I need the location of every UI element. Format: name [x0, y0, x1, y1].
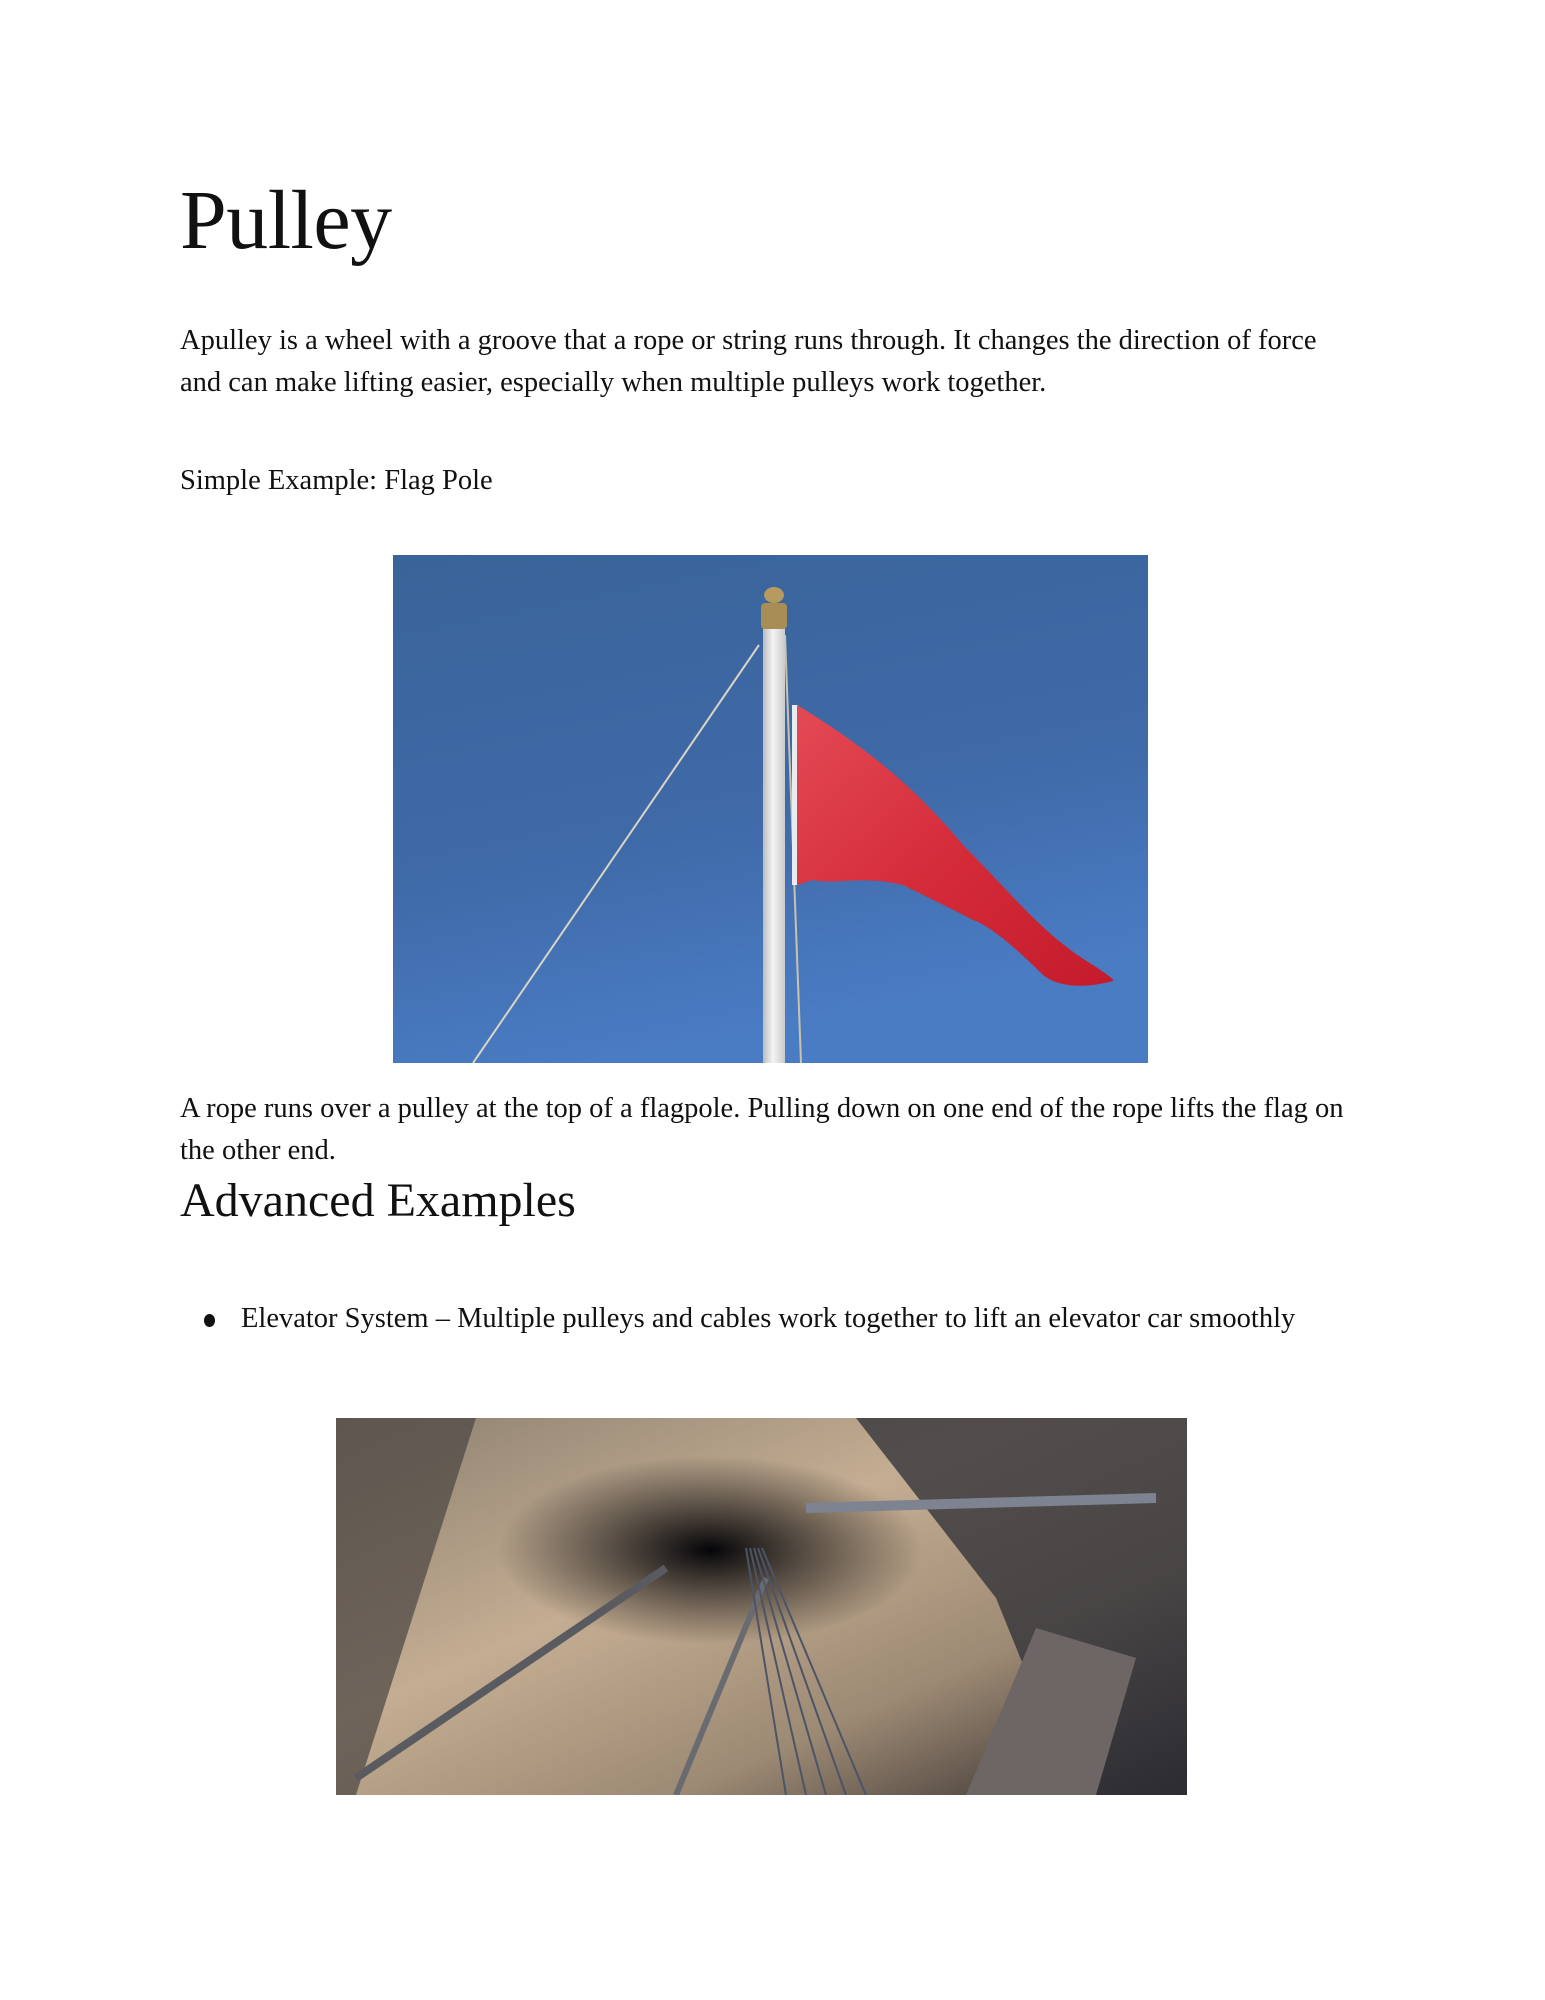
elevator-shaft-image [336, 1418, 1187, 1795]
advanced-examples-heading: Advanced Examples [180, 1174, 576, 1227]
shaft-depth [336, 1418, 1187, 1795]
page-title: Pulley [180, 174, 392, 267]
simple-example-label: Simple Example: Flag Pole [180, 465, 493, 496]
flag-pole-illustration [393, 555, 1148, 1063]
elevator-shaft-illustration [336, 1418, 1187, 1795]
bullet-icon [204, 1314, 215, 1327]
flag-pole-image [393, 555, 1148, 1063]
intro-paragraph: Apulley is a wheel with a groove that a rope or string runs through. It changes the direction of force and can make lifting easier, especially when multiple pulleys work together. [180, 325, 1317, 398]
finial [764, 587, 784, 603]
advanced-examples-list [180, 1298, 1370, 1340]
flag-caption: A rope runs over a pulley at the top of a flagpole. Pulling down on one end of the rope lifts the flag on the other end. [180, 1093, 1344, 1166]
list-item [180, 1298, 1370, 1340]
pulley-truck [761, 603, 787, 629]
list-item-text: Elevator System – Multiple pulleys and cables work together to lift an elevator car smoothly [241, 1303, 1296, 1334]
flag-pole [763, 625, 785, 1063]
